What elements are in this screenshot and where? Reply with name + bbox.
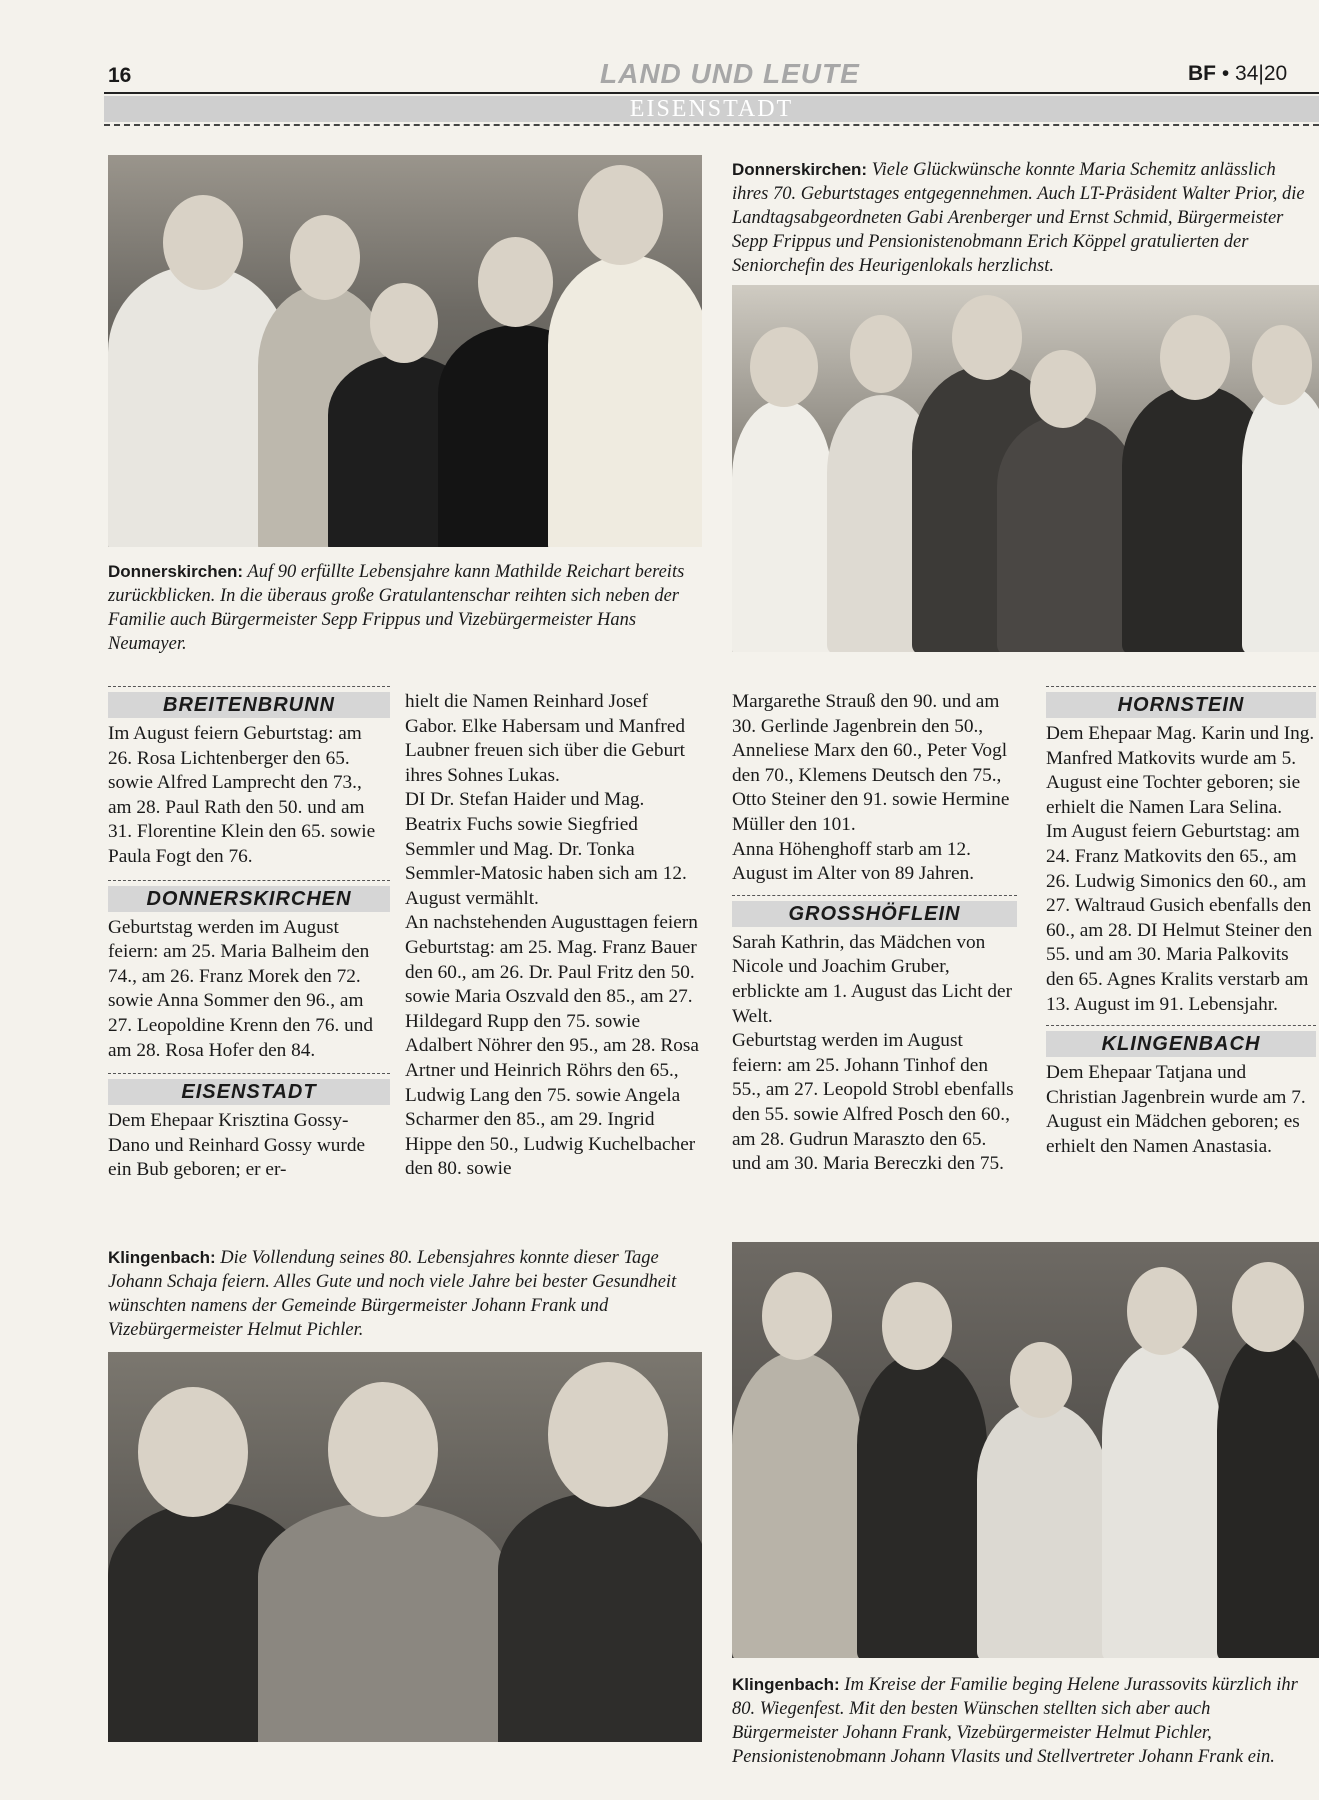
publication-info: BF • 34|20 bbox=[1188, 62, 1288, 85]
article-text: Sarah Kathrin, das Mädchen von Nicole und Joachim Gruber, erblickte am 1. August das Licht der Welt. bbox=[732, 931, 1013, 1027]
text-column-3 bbox=[732, 690, 1017, 1177]
article-text: hielt die Namen Reinhard Josef Gabor. Elke Habersam und Manfred Laubner freuen sich über die Geburt ihres Sohnes Lukas. bbox=[405, 691, 686, 786]
section-heading bbox=[108, 684, 390, 720]
section-heading bbox=[732, 893, 1017, 929]
text-column-4 bbox=[1046, 684, 1316, 1160]
article-text: Im August feiern Geburtstag: am 26. Rosa Lichtenberger den 65. sowie Alfred Lamprecht den 73., am 28. Paul Rath den 50. und am 31. Florentine Klein den 65. sowie Paula Fogt den 76. bbox=[108, 723, 376, 867]
article-text: DI Dr. Stefan Haider und Mag. Beatrix Fuchs sowie Siegfried Semmler und Mag. Dr. Tonka Semmler-Matosic haben sich am 12. August vermählt. bbox=[405, 789, 687, 909]
caption-top-right bbox=[732, 158, 1307, 278]
photo-bottom-right bbox=[732, 1242, 1319, 1658]
heading-label: GROSSHÖFLEIN bbox=[788, 902, 961, 925]
publication-issue: 34|20 bbox=[1235, 62, 1288, 85]
heading-label: KLINGENBACH bbox=[1101, 1033, 1261, 1056]
section-heading bbox=[108, 878, 390, 914]
article-text: Geburtstag werden im August feiern: am 25. Johann Tinhof den 55., am 27. Leopold Strobl ebenfalls den 55. sowie Alfred Posch den 60., am 28. Gudrun Maraszto den 65. und am 30. Maria Bereczki den 75. bbox=[732, 1030, 1014, 1175]
caption-text: Im Kreise der Familie beging Helene Jurassovits kürzlich ihr 80. Wiegenfest. Mit den besten Wünschen stellten sich aber auch Bürgermeister Johann Frank, Vizebürgermeister Helmut Pichler, Pensionistenobmann Johann Vlasits und Stellvertreter Johann Frank ein. bbox=[732, 1675, 1298, 1767]
section-heading bbox=[1046, 684, 1316, 720]
caption-text: Auf 90 erfüllte Lebensjahre kann Mathilde Reichart bereits zurückblicken. In die überaus große Gratulantenschar reihten sich neben der Familie auch Bürgermeister Sepp Frippus und Vizebürgermeister Hans Neumayer. bbox=[108, 562, 685, 654]
photo-bottom-left bbox=[108, 1352, 702, 1742]
publication-brand: BF bbox=[1188, 62, 1216, 85]
caption-top-left bbox=[108, 560, 708, 656]
article-text: Anna Höhenghoff starb am 12. August im Alter von 89 Jahren. bbox=[732, 838, 975, 885]
photo-top-left bbox=[108, 155, 702, 547]
heading-label: EISENSTADT bbox=[181, 1081, 317, 1104]
section-heading bbox=[1046, 1023, 1316, 1059]
heading-label: DONNERSKIRCHEN bbox=[146, 887, 352, 910]
section-title: LAND UND LEUTE bbox=[600, 58, 860, 89]
article-text: Dem Ehepaar Tatjana und Christian Jagenbrein wurde am 7. August ein Mädchen geboren; es erhielt den Namen Anastasia. bbox=[1046, 1062, 1306, 1157]
heading-label: BREITENBRUNN bbox=[163, 694, 335, 716]
caption-place: Donnerskirchen: bbox=[108, 562, 244, 581]
caption-text: Die Vollendung seines 80. Lebensjahres konnte dieser Tage Johann Schaja feiern. Alles Gute und noch viele Jahre bei bester Gesundheit wünschten namens der Gemeinde Bürgermeister Johann Frank und Vizebürgermeister Helmut Pichler. bbox=[108, 1248, 677, 1340]
section-heading bbox=[108, 1071, 390, 1107]
caption-place: Klingenbach: bbox=[108, 1248, 216, 1267]
header-band-label: EISENSTADT bbox=[629, 96, 794, 122]
article-text: An nachstehenden Augusttagen feiern Geburtstag: am 25. Mag. Franz Bauer den 60., am 26. Dr. Paul Fritz den 50. sowie Maria Oszvald den 85., am 27. Hildegard Rupp den 75. sowie Adalbert Nöhrer den 95., am 28. Rosa Artner und Heinrich Röhrs den 65., Ludwig Lang den 75. sowie Angela Scharmer den 85., am 29. Ingrid Hippe den 50., Ludwig Kuchelbacher den 80. sowie bbox=[405, 912, 699, 1180]
caption-text: Viele Glückwünsche konnte Maria Schemitz anlässlich ihres 70. Geburtstages entgegennehmen. Auch LT-Präsident Walter Prior, die Landtagsabgeordneten Gabi Arenberger und Ernst Schmid, Bürgermeister Sepp Frippus und Pensionistenobmann Erich Köppel gratulierten der Seniorchefin des Heurigenlokals herzlichst. bbox=[732, 160, 1305, 276]
text-column-2 bbox=[405, 690, 700, 1182]
header-dashed-rule bbox=[104, 124, 1319, 126]
article-text: Dem Ehepaar Krisztina Gossy-Dano und Reinhard Gossy wurde ein Bub geboren; er er- bbox=[108, 1110, 366, 1181]
caption-place: Donnerskirchen: bbox=[732, 160, 868, 179]
photo-top-right bbox=[732, 285, 1319, 652]
article-text: Geburtstag werden im August feiern: am 25. Maria Balheim den 74., am 26. Franz Morek den 72. sowie Anna Sommer den 96., am 27. Leopoldine Krenn den 76. und am 28. Rosa Hofer den 84. bbox=[108, 916, 374, 1061]
article-text: Im August feiern Geburtstag: am 24. Franz Matkovits den 65., am 26. Ludwig Simonics den 60., am 27. Waltraud Gusich ebenfalls den 60., am 28. DI Helmut Steiner den 55. und am 30. Maria Palkovits den 65. Agnes Kralits verstarb am 13. August im 91. Lebensjahr. bbox=[1046, 821, 1313, 1015]
header-band bbox=[104, 96, 1319, 122]
article-text: Dem Ehepaar Mag. Karin und Ing. Manfred Matkovits wurde am 5. August eine Tochter geboren; sie erhielt die Namen Lara Selina. bbox=[1046, 723, 1315, 818]
caption-place: Klingenbach: bbox=[732, 1675, 840, 1694]
article-text: Margarethe Strauß den 90. und am 30. Gerlinde Jagenbrein den 50., Anneliese Marx den 60., Peter Vogl den 70., Klemens Deutsch den 75., Otto Steiner den 91. sowie Hermine Müller den 101. bbox=[732, 691, 1010, 835]
heading-label: HORNSTEIN bbox=[1117, 694, 1245, 716]
caption-bottom-right bbox=[732, 1673, 1317, 1769]
caption-bottom-left bbox=[108, 1246, 708, 1342]
page-number: 16 bbox=[108, 64, 132, 87]
header-rule bbox=[104, 92, 1319, 94]
text-column-1 bbox=[108, 684, 390, 1183]
